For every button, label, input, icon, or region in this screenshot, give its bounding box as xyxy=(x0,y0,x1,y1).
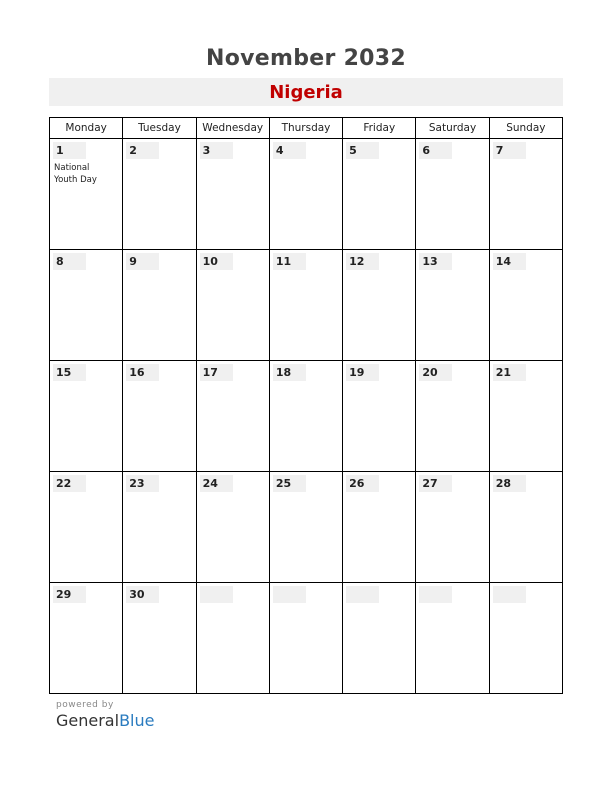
day-number: 29 xyxy=(53,586,86,603)
day-cell xyxy=(50,139,123,250)
day-cell xyxy=(269,361,342,472)
day-cell xyxy=(50,472,123,583)
calendar-title: November 2032 xyxy=(205,46,407,71)
day-number: 19 xyxy=(346,364,379,381)
day-number: 24 xyxy=(200,475,233,492)
day-number: 2 xyxy=(126,142,159,159)
day-cell xyxy=(123,250,196,361)
powered-by-text: powered by xyxy=(56,700,114,710)
day-number: 28 xyxy=(493,475,526,492)
day-number: 1 xyxy=(53,142,86,159)
day-number: 4 xyxy=(273,142,306,159)
day-cell xyxy=(196,139,269,250)
day-cell xyxy=(196,472,269,583)
day-cell xyxy=(489,361,562,472)
empty-day-label xyxy=(273,586,306,603)
day-cell xyxy=(269,250,342,361)
day-number: 10 xyxy=(200,253,233,270)
day-number: 21 xyxy=(493,364,526,381)
day-number: 3 xyxy=(200,142,233,159)
day-cell xyxy=(50,583,123,694)
day-number: 25 xyxy=(273,475,306,492)
day-cell xyxy=(489,139,562,250)
day-cell xyxy=(416,472,489,583)
empty-day-label xyxy=(200,586,233,603)
day-number: 5 xyxy=(346,142,379,159)
day-number: 20 xyxy=(419,364,452,381)
day-cell xyxy=(269,139,342,250)
empty-day-label xyxy=(493,586,526,603)
day-cell-empty xyxy=(489,583,562,694)
country-banner xyxy=(49,78,563,106)
day-cell xyxy=(123,583,196,694)
brand-blue: Blue xyxy=(119,711,155,730)
week-row xyxy=(50,139,563,250)
weekday-friday: Friday xyxy=(343,118,416,139)
day-number: 17 xyxy=(200,364,233,381)
day-cell xyxy=(50,250,123,361)
country-name: Nigeria xyxy=(269,82,343,103)
day-number: 13 xyxy=(419,253,452,270)
brand-logo[interactable] xyxy=(56,711,154,730)
empty-day-label xyxy=(346,586,379,603)
week-row xyxy=(50,361,563,472)
day-number: 16 xyxy=(126,364,159,381)
day-number: 9 xyxy=(126,253,159,270)
weekday-header-row xyxy=(50,118,563,139)
day-number: 6 xyxy=(419,142,452,159)
day-number: 15 xyxy=(53,364,86,381)
day-cell xyxy=(416,139,489,250)
week-row xyxy=(50,472,563,583)
day-cell xyxy=(416,250,489,361)
day-cell-empty xyxy=(269,583,342,694)
day-number: 30 xyxy=(126,586,159,603)
day-cell xyxy=(123,472,196,583)
day-cell-empty xyxy=(343,583,416,694)
day-cell-empty xyxy=(196,583,269,694)
day-cell xyxy=(343,361,416,472)
day-cell-empty xyxy=(416,583,489,694)
calendar-grid xyxy=(49,117,563,694)
day-cell xyxy=(123,361,196,472)
day-cell xyxy=(343,139,416,250)
holiday-label: National Youth Day xyxy=(54,163,97,185)
day-cell xyxy=(343,472,416,583)
day-number: 27 xyxy=(419,475,452,492)
empty-day-label xyxy=(419,586,452,603)
day-cell xyxy=(196,250,269,361)
weekday-thursday: Thursday xyxy=(269,118,342,139)
day-cell xyxy=(50,361,123,472)
day-cell xyxy=(196,361,269,472)
weekday-saturday: Saturday xyxy=(416,118,489,139)
day-number: 14 xyxy=(493,253,526,270)
day-cell xyxy=(489,250,562,361)
day-number: 18 xyxy=(273,364,306,381)
day-cell xyxy=(343,250,416,361)
day-number: 12 xyxy=(346,253,379,270)
day-number: 11 xyxy=(273,253,306,270)
day-number: 7 xyxy=(493,142,526,159)
weekday-monday: Monday xyxy=(50,118,123,139)
day-number: 8 xyxy=(53,253,86,270)
day-number: 22 xyxy=(53,475,86,492)
day-cell xyxy=(123,139,196,250)
day-cell xyxy=(489,472,562,583)
weekday-sunday: Sunday xyxy=(489,118,562,139)
day-number: 23 xyxy=(126,475,159,492)
weekday-wednesday: Wednesday xyxy=(196,118,269,139)
brand-general: General xyxy=(56,711,120,730)
day-cell xyxy=(269,472,342,583)
footer-branding xyxy=(56,700,154,730)
day-cell xyxy=(416,361,489,472)
weekday-tuesday: Tuesday xyxy=(123,118,196,139)
day-number: 26 xyxy=(346,475,379,492)
week-row xyxy=(50,250,563,361)
week-row xyxy=(50,583,563,694)
